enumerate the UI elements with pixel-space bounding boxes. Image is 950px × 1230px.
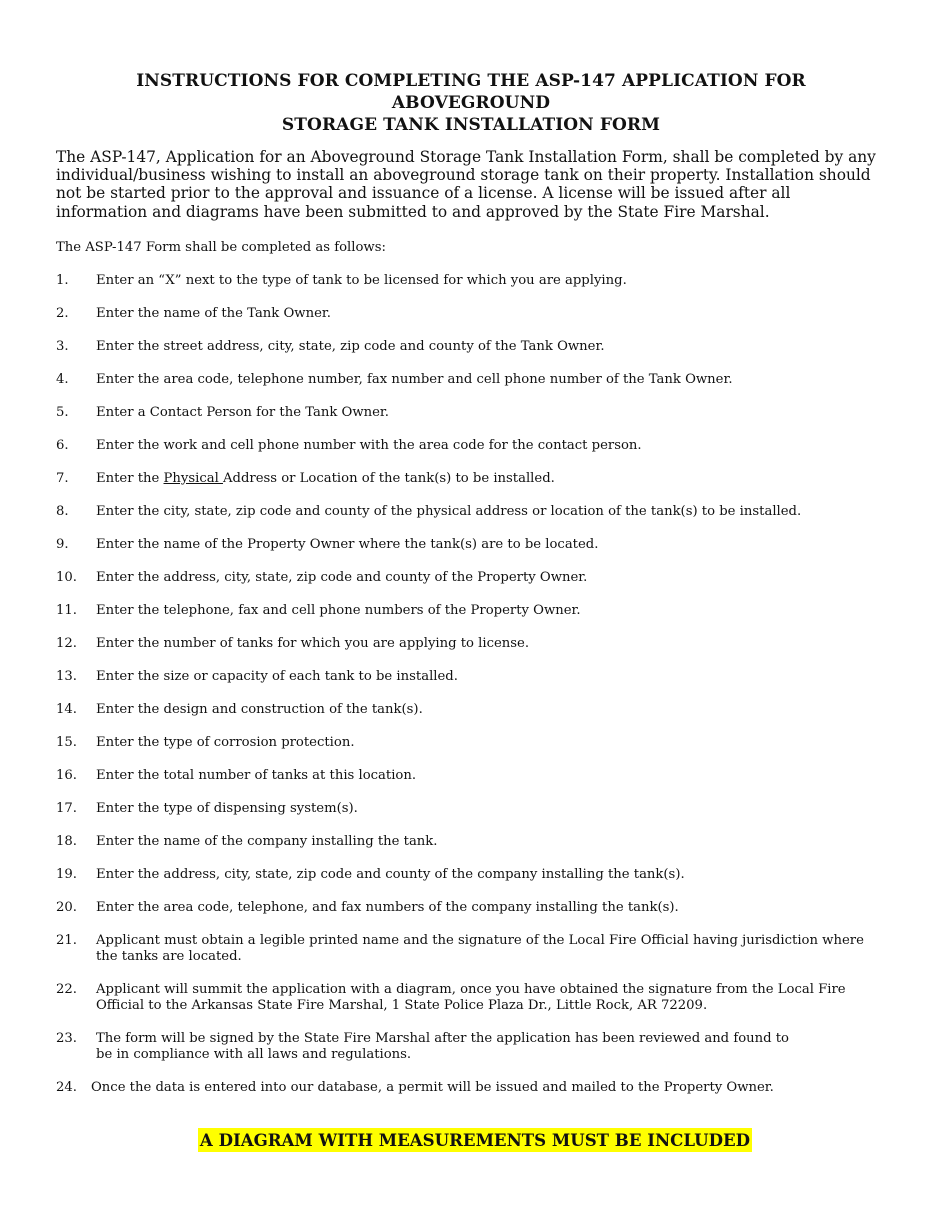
item-number: 10. (56, 569, 77, 585)
item-text: Enter the city, state, zip code and county of the physical address or location of the tank(s) to be installed. (96, 503, 802, 519)
item-number: 23. (56, 1030, 77, 1046)
intro-paragraph: The ASP-147, Application for an Aboveground Storage Tank Installation Form, shall be completed by any individual/business wishing to install an aboveground storage tank on their property. Installation should not be started prior to the approval and issuance of a license. A license will be issued after all information and diagrams have been submitted to and approved by the State Fire Marshal. (56, 148, 876, 221)
item-number: 20. (56, 899, 77, 915)
item-number: 24. (56, 1079, 77, 1095)
page-title-line-2: STORAGE TANK INSTALLATION FORM (281, 115, 661, 135)
item-text-underlined: Physical (163, 470, 223, 486)
list-item (56, 1031, 886, 1063)
item-text: Enter the total number of tanks at this location. (96, 767, 417, 783)
item-text: Enter the address, city, state, zip code and county of the Property Owner. (96, 569, 588, 585)
list-item (56, 900, 886, 916)
item-number: 12. (56, 635, 77, 651)
list-item (56, 537, 886, 553)
list-item (56, 801, 886, 817)
list-item (56, 735, 886, 751)
item-text: Enter the name of the Property Owner where the tank(s) are to be located. (96, 536, 599, 552)
list-item (56, 504, 886, 520)
page-title-line-1: INSTRUCTIONS FOR COMPLETING THE ASP-147 APPLICATION FOR ABOVEGROUND (136, 71, 806, 113)
item-text: Enter a Contact Person for the Tank Owner. (96, 404, 389, 420)
item-text: Enter the name of the company installing the tank. (96, 833, 438, 849)
item-number: 17. (56, 800, 77, 816)
steps-list (56, 273, 886, 1096)
list-item (56, 669, 886, 685)
item-text-after: Address or Location of the tank(s) to be installed. (222, 470, 555, 486)
diagram-notice (0, 1128, 950, 1152)
list-item (56, 834, 886, 850)
item-number: 19. (56, 866, 77, 882)
item-number: 15. (56, 734, 77, 750)
list-item (56, 982, 886, 1014)
item-number: 21. (56, 932, 77, 948)
list-item (56, 405, 886, 421)
list-item (56, 603, 886, 619)
list-item (56, 438, 886, 454)
item-number: 2. (56, 305, 69, 321)
item-text-line-2: be in compliance with all laws and regulations. (96, 1046, 412, 1062)
list-item (56, 933, 886, 965)
list-item (56, 471, 886, 487)
item-text: Enter the telephone, fax and cell phone numbers of the Property Owner. (96, 602, 581, 618)
item-number: 16. (56, 767, 77, 783)
item-text: Enter the number of tanks for which you are applying to license. (96, 635, 530, 651)
diagram-notice-banner: A DIAGRAM WITH MEASUREMENTS MUST BE INCLUDED (199, 1130, 751, 1150)
item-text: Applicant will summit the application with a diagram, once you have obtained the signature from the Local Fire Official to the Arkansas State Fire Marshal, 1 State Police Plaza Dr., Little Rock, AR 72209. (96, 981, 846, 1013)
item-number: 18. (56, 833, 77, 849)
list-item (56, 339, 886, 355)
item-number: 7. (56, 470, 69, 486)
item-text: Applicant must obtain a legible printed name and the signature of the Local Fire Official having jurisdiction where the tanks are located. (96, 932, 864, 964)
list-item (56, 636, 886, 652)
item-number: 1. (56, 272, 69, 288)
item-number: 4. (56, 371, 69, 387)
instructions-page (56, 70, 886, 1096)
item-text: Enter the area code, telephone, and fax numbers of the company installing the tank(s). (96, 899, 679, 915)
item-number: 22. (56, 981, 77, 997)
list-item (56, 570, 886, 586)
item-text: Enter the type of corrosion protection. (96, 734, 355, 750)
item-text: Enter the name of the Tank Owner. (96, 305, 331, 321)
item-number: 5. (56, 404, 69, 420)
item-number: 13. (56, 668, 77, 684)
list-item (56, 372, 886, 388)
item-number: 6. (56, 437, 69, 453)
item-number: 3. (56, 338, 69, 354)
item-text: Enter an “X” next to the type of tank to be licensed for which you are applying. (96, 272, 627, 288)
item-text: Once the data is entered into our database, a permit will be issued and mailed to the Property Owner. (91, 1079, 774, 1095)
list-item (56, 702, 886, 718)
item-text: Enter the design and construction of the tank(s). (96, 701, 423, 717)
item-text-line-1: The form will be signed by the State Fire Marshal after the application has been reviewed and found to (96, 1030, 790, 1046)
item-text: Enter the street address, city, state, zip code and county of the Tank Owner. (96, 338, 605, 354)
list-item (56, 273, 886, 289)
item-text-before: Enter the (96, 470, 164, 486)
item-number: 11. (56, 602, 77, 618)
list-item (56, 867, 886, 883)
item-number: 9. (56, 536, 69, 552)
list-item (56, 768, 886, 784)
item-text: Enter the address, city, state, zip code and county of the company installing the tank(s). (96, 866, 685, 882)
page-title (56, 70, 886, 136)
item-number: 14. (56, 701, 77, 717)
item-text: Enter the size or capacity of each tank to be installed. (96, 668, 458, 684)
item-number: 8. (56, 503, 69, 519)
item-text: Enter the area code, telephone number, fax number and cell phone number of the Tank Owner. (96, 371, 733, 387)
item-text: Enter the type of dispensing system(s). (96, 800, 358, 816)
item-text: Enter the work and cell phone number with the area code for the contact person. (96, 437, 642, 453)
list-item (56, 1080, 886, 1096)
lead-sentence: The ASP-147 Form shall be completed as follows: (56, 239, 386, 255)
list-item (56, 306, 886, 322)
